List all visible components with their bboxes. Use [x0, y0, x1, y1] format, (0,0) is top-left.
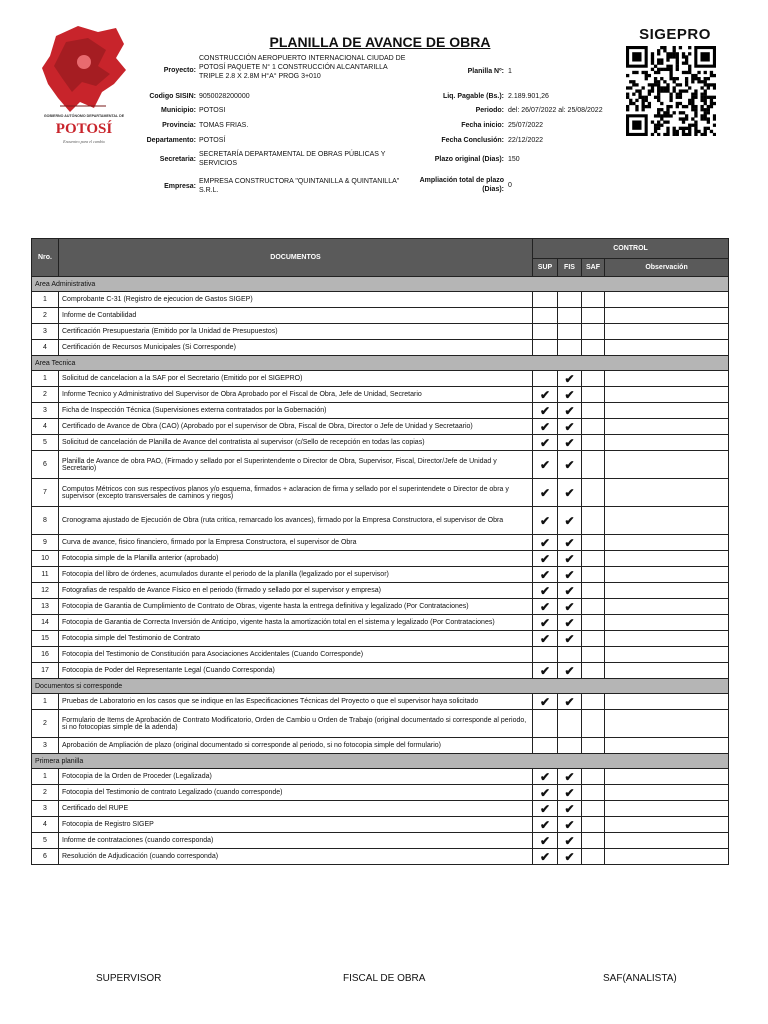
table-row	[32, 738, 729, 754]
section-header: Primera planilla	[32, 754, 729, 769]
fis-check	[558, 710, 582, 738]
table-row	[32, 387, 729, 403]
fis-check: ✔	[558, 769, 582, 785]
saf-check	[582, 785, 605, 801]
sup-check	[533, 371, 558, 387]
saf-check	[582, 451, 605, 479]
sup-check: ✔	[533, 387, 558, 403]
document-name: Informe de contrataciones (cuando corresponda)	[59, 833, 533, 849]
document-name: Fotocopia simple del Testimonio de Contrato	[59, 631, 533, 647]
header-field-label: Ampliación total de plazo (Dias):	[419, 177, 504, 193]
col-fis: FIS	[558, 259, 582, 277]
row-number: 2	[32, 308, 59, 324]
row-number: 12	[32, 583, 59, 599]
table-row	[32, 308, 729, 324]
saf-check	[582, 833, 605, 849]
table-row	[32, 769, 729, 785]
row-number: 1	[32, 371, 59, 387]
saf-check	[582, 769, 605, 785]
sup-check	[533, 647, 558, 663]
saf-check	[582, 507, 605, 535]
observation-cell	[605, 817, 729, 833]
saf-check	[582, 479, 605, 507]
observation-cell	[605, 371, 729, 387]
table-row	[32, 583, 729, 599]
row-number: 10	[32, 551, 59, 567]
document-name: Fotocopia de Garantia de Correcta Inversión de Anticipo, vigente hasta la amortización total en el sistema y legalizado (Por Contrataciones)	[59, 615, 533, 631]
header-field-value: TOMAS FRIAS.	[199, 122, 249, 129]
document-name: Comprobante C-31 (Registro de ejecucion de Gastos SIGEP)	[59, 292, 533, 308]
saf-check	[582, 583, 605, 599]
header-field-value: 2.189.901,26	[508, 93, 549, 100]
sup-check	[533, 738, 558, 754]
document-name: Ficha de Inspección Técnica (Supervisiones externa contratados por la Gobernación)	[59, 403, 533, 419]
observation-cell	[605, 507, 729, 535]
header-field-value: 22/12/2022	[508, 137, 544, 144]
sup-check	[533, 308, 558, 324]
svg-text:POTOSÍ: POTOSÍ	[55, 121, 113, 137]
sup-check: ✔	[533, 785, 558, 801]
supervisor-signature-label: SUPERVISOR	[96, 973, 162, 984]
fis-check: ✔	[558, 583, 582, 599]
section-header: Documentos si corresponde	[32, 679, 729, 694]
row-number: 2	[32, 387, 59, 403]
fis-check	[558, 292, 582, 308]
document-name: Formulario de Items de Aprobación de Contrato Modificatorio, Orden de Cambio u Orden de Trabajo (original documentado si corresponde al periodo, si no fotocopias simple de la adenda)	[59, 710, 533, 738]
document-name: Curva de avance, fisico financiero, firmado por la Empresa Constructora, el supervisor de Obra	[59, 535, 533, 551]
header-field-value: 9050028200000	[199, 93, 250, 100]
sup-check: ✔	[533, 451, 558, 479]
document-name: Solicitud de cancelación de Planilla de Avance del contratista al supervisor (c/Sello de recepción en todas las copias)	[59, 435, 533, 451]
row-number: 3	[32, 324, 59, 340]
header-field-value: CONSTRUCCIÓN AEROPUERTO INTERNACIONAL CIUDAD DE POTOSÍ PAQUETE N° 1 CONSTRUCCIÓN ALCANTARILLA TRIPLE 2.8 X 2.8M H°A° PROG 3+010	[199, 55, 406, 80]
document-name: Certificación Presupuestaria (Emitido por la Unidad de Presupuestos)	[59, 324, 533, 340]
table-row	[32, 647, 729, 663]
header-field-value: 0	[508, 182, 512, 189]
table-row	[32, 403, 729, 419]
row-number: 9	[32, 535, 59, 551]
document-name: Fotocopia simple de la Planilla anterior (aprobado)	[59, 551, 533, 567]
saf-check	[582, 419, 605, 435]
observation-cell	[605, 738, 729, 754]
table-row	[32, 451, 729, 479]
saf-check	[582, 567, 605, 583]
fis-check: ✔	[558, 833, 582, 849]
row-number: 16	[32, 647, 59, 663]
sup-check: ✔	[533, 507, 558, 535]
sup-check: ✔	[533, 615, 558, 631]
fis-check: ✔	[558, 535, 582, 551]
fis-check	[558, 738, 582, 754]
row-number: 2	[32, 710, 59, 738]
fis-check	[558, 340, 582, 356]
saf-check	[582, 403, 605, 419]
document-name: Computos Métricos con sus respectivos planos y/o esquema, firmados + aclaracion de firma y sellado por el superintendete o Director de obra y supervisor (excepto transversales de caminos y riegos)	[59, 479, 533, 507]
document-name: Aprobación de Ampliación de plazo (original documentado si corresponde al periodo, si no fotocopia simple del formulario)	[59, 738, 533, 754]
saf-check	[582, 324, 605, 340]
observation-cell	[605, 451, 729, 479]
table-row	[32, 801, 729, 817]
document-name: Planilla de Avance de obra PAO, (Firmado y sellado por el Superintendente o Director de Obra, Supervisor, Fiscal, Director/Jefe de Unidad y Secretario)	[59, 451, 533, 479]
document-name: Fotocopia del libro de órdenes, acumulados durante el periodo de la planilla (legalizado por el supervisor)	[59, 567, 533, 583]
fiscal-signature-label: FISCAL DE OBRA	[343, 973, 426, 984]
document-name: Resolución de Adjudicación (cuando corresponda)	[59, 849, 533, 865]
sup-check: ✔	[533, 694, 558, 710]
table-row	[32, 817, 729, 833]
header-field-label: Fecha inicio:	[461, 122, 504, 129]
fis-check: ✔	[558, 507, 582, 535]
table-row	[32, 435, 729, 451]
header-field-value: 1	[508, 68, 512, 75]
sup-check: ✔	[533, 535, 558, 551]
row-number: 3	[32, 738, 59, 754]
row-number: 1	[32, 292, 59, 308]
observation-cell	[605, 551, 729, 567]
row-number: 8	[32, 507, 59, 535]
documents-table	[31, 238, 729, 865]
fis-check	[558, 324, 582, 340]
table-row	[32, 631, 729, 647]
sup-check	[533, 292, 558, 308]
table-row	[32, 833, 729, 849]
observation-cell	[605, 387, 729, 403]
table-row	[32, 479, 729, 507]
fis-check: ✔	[558, 599, 582, 615]
observation-cell	[605, 435, 729, 451]
observation-cell	[605, 647, 729, 663]
observation-cell	[605, 340, 729, 356]
observation-cell	[605, 567, 729, 583]
col-observacion: Observación	[605, 259, 729, 277]
observation-cell	[605, 479, 729, 507]
saf-check	[582, 387, 605, 403]
document-name: Certificación de Recursos Municipales (Si Corresponde)	[59, 340, 533, 356]
observation-cell	[605, 769, 729, 785]
document-name: Fotocopia de Garantia de Cumplimiento de Contrato de Obras, vigente hasta la entrega definitiva y legalizado (Por Contrataciones)	[59, 599, 533, 615]
sup-check: ✔	[533, 663, 558, 679]
observation-cell	[605, 292, 729, 308]
saf-check	[582, 599, 605, 615]
sup-check: ✔	[533, 583, 558, 599]
fis-check: ✔	[558, 403, 582, 419]
row-number: 1	[32, 769, 59, 785]
col-control: CONTROL	[533, 239, 729, 259]
observation-cell	[605, 583, 729, 599]
header-field-label: Departamento:	[146, 137, 196, 144]
sup-check: ✔	[533, 833, 558, 849]
document-name: Fotocopia del Testimonio de contrato Legalizado (cuando corresponde)	[59, 785, 533, 801]
saf-check	[582, 663, 605, 679]
section-header: Area Administrativa	[32, 277, 729, 292]
sup-check: ✔	[533, 419, 558, 435]
header-field-value: POTOSI	[199, 107, 226, 114]
row-number: 3	[32, 403, 59, 419]
saf-check	[582, 817, 605, 833]
header-field-label: Proyecto:	[163, 67, 196, 74]
observation-cell	[605, 801, 729, 817]
table-row	[32, 535, 729, 551]
fis-check: ✔	[558, 785, 582, 801]
table-row	[32, 710, 729, 738]
table-row	[32, 599, 729, 615]
qr-code	[626, 46, 716, 136]
table-row	[32, 419, 729, 435]
table-row	[32, 694, 729, 710]
fis-check: ✔	[558, 419, 582, 435]
table-row	[32, 785, 729, 801]
document-name: Informe Tecnico y Administrativo del Supervisor de Obra Aprobado por el Fiscal de Obra, Jefe de Unidad, Secretario	[59, 387, 533, 403]
saf-check	[582, 738, 605, 754]
saf-check	[582, 801, 605, 817]
col-nro: Nro.	[32, 239, 59, 277]
row-number: 6	[32, 849, 59, 865]
page-title: PLANILLA DE AVANCE DE OBRA	[269, 34, 491, 50]
row-number: 11	[32, 567, 59, 583]
fis-check: ✔	[558, 801, 582, 817]
fis-check: ✔	[558, 479, 582, 507]
document-name: Fotografias de respaldo de Avance Físico en el periodo (firmado y sellado por el supervisor y empresa)	[59, 583, 533, 599]
sup-check: ✔	[533, 551, 558, 567]
observation-cell	[605, 535, 729, 551]
row-number: 5	[32, 833, 59, 849]
row-number: 13	[32, 599, 59, 615]
header-field-label: Plazo original (Dias):	[434, 156, 504, 163]
header-field-label: Secretaria:	[159, 156, 196, 163]
potosi-logo	[36, 22, 132, 150]
sup-check: ✔	[533, 567, 558, 583]
fis-check: ✔	[558, 387, 582, 403]
fis-check: ✔	[558, 435, 582, 451]
document-name: Fotocopia de Registro SIGEP	[59, 817, 533, 833]
fis-check: ✔	[558, 694, 582, 710]
sup-check: ✔	[533, 479, 558, 507]
sup-check: ✔	[533, 849, 558, 865]
header-field-value: EMPRESA CONSTRUCTORA "QUINTANILLA & QUINTANILLA" S.R.L.	[199, 178, 400, 194]
table-row	[32, 551, 729, 567]
brand-name: SIGEPRO	[639, 26, 711, 43]
sup-check: ✔	[533, 817, 558, 833]
row-number: 14	[32, 615, 59, 631]
sup-check: ✔	[533, 769, 558, 785]
document-name: Certificado de Avance de Obra (CAO) (Aprobado por el supervisor de Obra, Fiscal de Obra, Director o Jefe de Unidad y Secretaario)	[59, 419, 533, 435]
saf-check	[582, 371, 605, 387]
row-number: 4	[32, 419, 59, 435]
observation-cell	[605, 615, 729, 631]
sup-check: ✔	[533, 599, 558, 615]
header-field-label: Empresa:	[164, 183, 196, 190]
saf-check	[582, 551, 605, 567]
observation-cell	[605, 663, 729, 679]
table-row	[32, 567, 729, 583]
table-row	[32, 663, 729, 679]
fis-check	[558, 647, 582, 663]
saf-check	[582, 292, 605, 308]
fis-check: ✔	[558, 663, 582, 679]
header-field-label: Provincia:	[162, 122, 196, 129]
saf-check	[582, 615, 605, 631]
saf-signature-label: SAF(ANALISTA)	[603, 973, 677, 984]
svg-text:Encuentro para el cambio: Encuentro para el cambio	[63, 139, 105, 144]
saf-check	[582, 694, 605, 710]
header-field-label: Planilla Nº:	[467, 68, 504, 75]
header-field-value: del: 26/07/2022 al: 25/08/2022	[508, 107, 603, 114]
table-row	[32, 849, 729, 865]
header-field-label: Fecha Conclusión:	[441, 137, 504, 144]
col-sup: SUP	[533, 259, 558, 277]
fis-check: ✔	[558, 371, 582, 387]
document-name: Pruebas de Laboratorio en los casos que se indique en las Especificaciones Técnicas del Proyecto o que el supervisor haya solicitado	[59, 694, 533, 710]
table-row	[32, 507, 729, 535]
header-field-value: POTOSÍ	[199, 137, 226, 144]
header-field-value: 25/07/2022	[508, 122, 544, 129]
table-row	[32, 371, 729, 387]
saf-check	[582, 308, 605, 324]
document-name: Solicitud de cancelacion a la SAF por el Secretario (Emitido por el SIGEPRO)	[59, 371, 533, 387]
fis-check: ✔	[558, 567, 582, 583]
document-name: Cronograma ajustado de Ejecución de Obra (ruta critica, remarcado los avances), firmado por la Empresa Constructora, el supervisor de Obra	[59, 507, 533, 535]
row-number: 1	[32, 694, 59, 710]
sup-check: ✔	[533, 403, 558, 419]
row-number: 7	[32, 479, 59, 507]
row-number: 6	[32, 451, 59, 479]
header-field-label: Periodo:	[475, 107, 504, 114]
fis-check: ✔	[558, 615, 582, 631]
row-number: 3	[32, 801, 59, 817]
observation-cell	[605, 308, 729, 324]
document-name: Informe de Contabilidad	[59, 308, 533, 324]
sup-check: ✔	[533, 435, 558, 451]
fis-check: ✔	[558, 451, 582, 479]
saf-check	[582, 631, 605, 647]
saf-check	[582, 535, 605, 551]
header-field-label: Codigo SISIN:	[149, 93, 196, 100]
header-field-label: Municipio:	[161, 107, 196, 114]
col-documentos: DOCUMENTOS	[59, 239, 533, 277]
observation-cell	[605, 419, 729, 435]
document-name: Fotocopia del Testimonio de Constitución para Asociaciones Accidentales (Cuando Corresponde)	[59, 647, 533, 663]
fis-check: ✔	[558, 631, 582, 647]
sup-check: ✔	[533, 801, 558, 817]
document-name: Fotocopia de Poder del Representante Legal (Cuando Corresponda)	[59, 663, 533, 679]
header-field-label: Liq. Pagable (Bs.):	[442, 93, 504, 100]
observation-cell	[605, 324, 729, 340]
table-row	[32, 340, 729, 356]
table-row	[32, 615, 729, 631]
header-field-value: 150	[508, 156, 520, 163]
row-number: 17	[32, 663, 59, 679]
document-name: Fotocopia de la Orden de Proceder (Legalizada)	[59, 769, 533, 785]
saf-check	[582, 647, 605, 663]
table-row	[32, 324, 729, 340]
header-field-value: SECRETARÍA DEPARTAMENTAL DE OBRAS PÚBLICAS Y SERVICIOS	[199, 151, 386, 167]
observation-cell	[605, 631, 729, 647]
row-number: 15	[32, 631, 59, 647]
observation-cell	[605, 403, 729, 419]
fis-check: ✔	[558, 817, 582, 833]
row-number: 4	[32, 340, 59, 356]
fis-check	[558, 308, 582, 324]
sup-check	[533, 710, 558, 738]
row-number: 4	[32, 817, 59, 833]
fis-check: ✔	[558, 849, 582, 865]
observation-cell	[605, 785, 729, 801]
saf-check	[582, 340, 605, 356]
document-name: Certificado del RUPE	[59, 801, 533, 817]
table-row	[32, 292, 729, 308]
observation-cell	[605, 833, 729, 849]
saf-check	[582, 435, 605, 451]
saf-check	[582, 849, 605, 865]
svg-text:GOBIERNO AUTÓNOMO DEPARTAMENTA: GOBIERNO AUTÓNOMO DEPARTAMENTAL DE	[43, 114, 125, 118]
saf-check	[582, 710, 605, 738]
observation-cell	[605, 710, 729, 738]
row-number: 2	[32, 785, 59, 801]
section-header: Area Tecnica	[32, 356, 729, 371]
sup-check: ✔	[533, 631, 558, 647]
observation-cell	[605, 849, 729, 865]
fis-check: ✔	[558, 551, 582, 567]
observation-cell	[605, 694, 729, 710]
row-number: 5	[32, 435, 59, 451]
sup-check	[533, 340, 558, 356]
observation-cell	[605, 599, 729, 615]
col-saf: SAF	[582, 259, 605, 277]
sup-check	[533, 324, 558, 340]
